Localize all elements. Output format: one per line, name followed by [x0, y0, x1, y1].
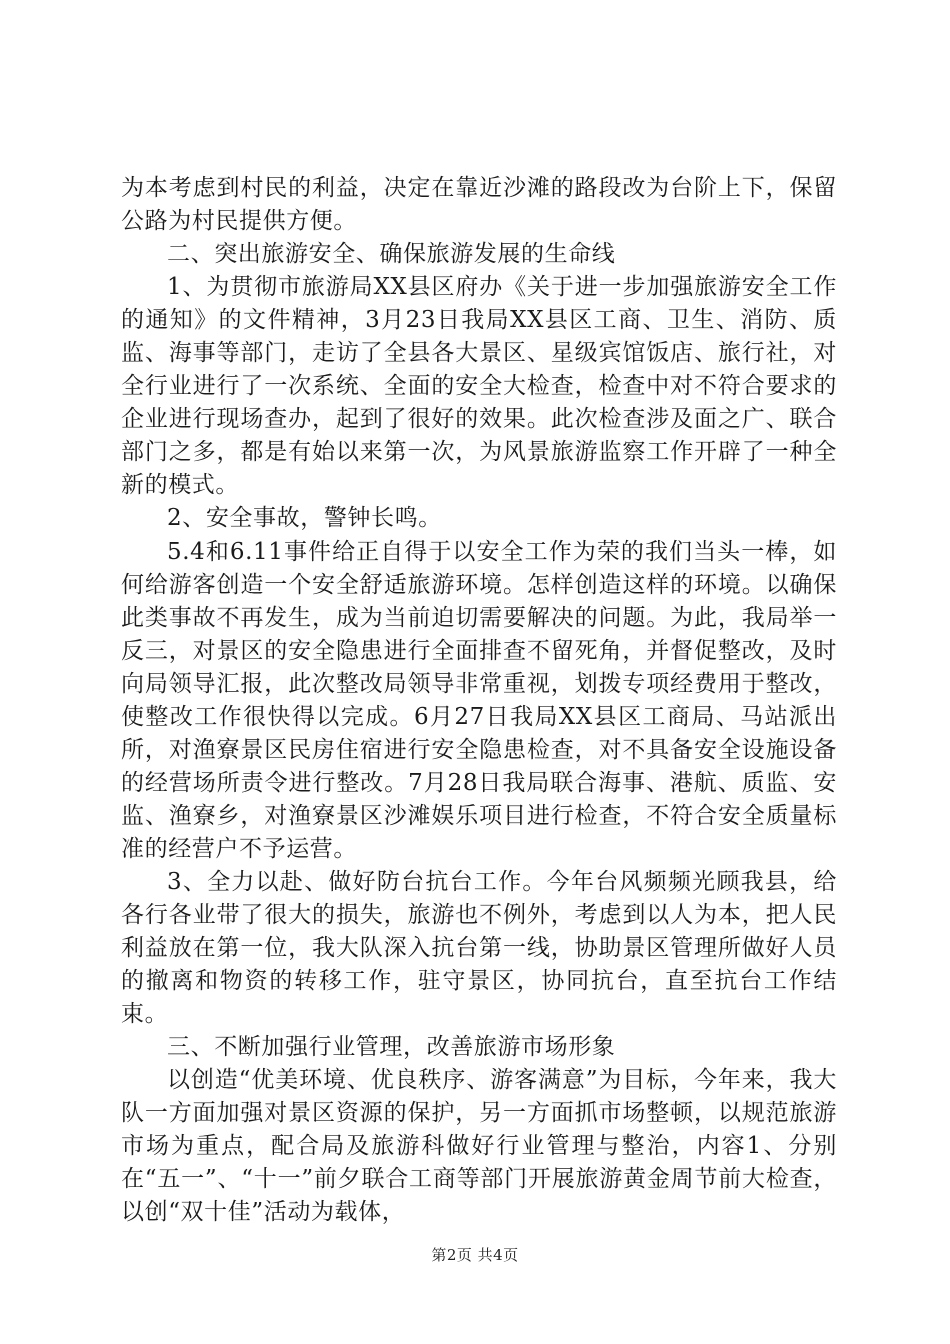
- document-body: [121, 172, 837, 1230]
- section-heading-management: 三、不断加强行业管理，改善旅游市场形象: [167, 1034, 616, 1061]
- paragraph-typhoon: 3、全力以赴、做好防台抗台工作。今年台风频频光顾我县，给各行各业带了很大的损失，旅游也不例外，考虑到以人为本，把人民利益放在第一位，我大队深入抗台第一线，协助景区管理所做好人员的撤离和物资的转移工作，驻守景区，协同抗台，直至抗台工作结束。: [121, 868, 837, 1028]
- subheading-accident: 2、安全事故，警钟长鸣。: [167, 505, 442, 532]
- paragraph-market: 以创造“优美环境、优良秩序、游客满意”为目标，今年来，我大队一方面加强对景区资源的保护，另一方面抓市场整顿，以规范旅游市场为重点，配合局及旅游科做好行业管理与整治，内容1、分别在“五一”、“十一”前夕联合工商等部门开展旅游黄金周节前大检查，以创“双十佳”活动为载体，: [121, 1067, 837, 1226]
- page-number-footer: 第2页 共4页: [431, 1246, 519, 1264]
- paragraph-inspection: 1、为贯彻市旅游局XX县区府办《关于进一步加强旅游安全工作的通知》的文件精神，3月23日我局XX县区工商、卫生、消防、质监、海事等部门，走访了全县各大景区、星级宾馆饭店、旅行社，对全行业进行了一次系统、全面的安全大检查，检查中对不符合要求的企业进行现场查办，起到了很好的效果。此次检查涉及面之广、联合部门之多，都是有始以来第一次，为风景旅游监察工作开辟了一种全新的模式。: [121, 274, 837, 499]
- paragraph-rectification: 5.4和6.11事件给正自得于以安全工作为荣的我们当头一棒，如何给游客创造一个安全舒适旅游环境。怎样创造这样的环境。以确保此类事故不再发生，成为当前迫切需要解决的问题。为此，我局举一反三，对景区的安全隐患进行全面排查不留死角，并督促整改，及时向局领导汇报，此次整改局领导非常重视，划拨专项经费用于整改，使整改工作很快得以完成。6月27日我局XX县区工商局、马站派出所，对渔寮景区民房住宿进行安全隐患检查，对不具备安全设施设备的经营场所责令进行整改。7月28日我局联合海事、港航、质监、安监、渔寮乡，对渔寮景区沙滩娱乐项目进行检查，不符合安全质量标准的经营户不予运营。: [121, 538, 837, 862]
- section-heading-safety: 二、突出旅游安全、确保旅游发展的生命线: [167, 241, 616, 268]
- paragraph-continuation: 为本考虑到村民的利益，决定在靠近沙滩的路段改为台阶上下，保留公路为村民提供方便。: [121, 175, 837, 235]
